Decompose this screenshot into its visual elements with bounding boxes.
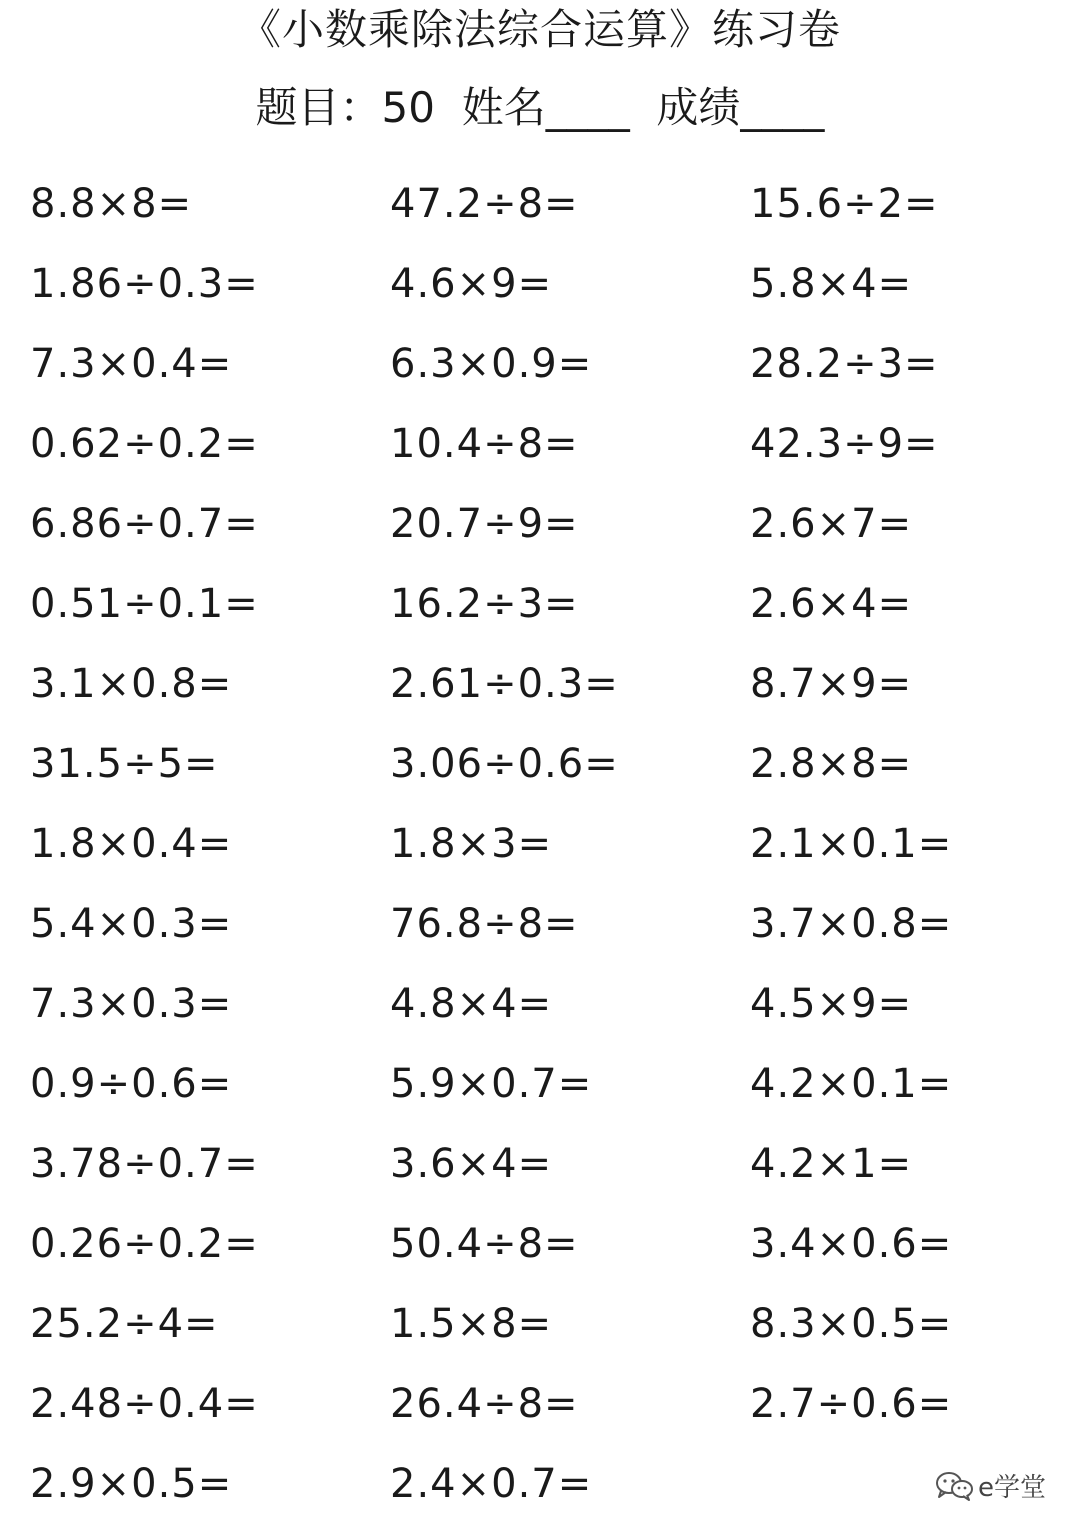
problem-item: 6.3×0.9= — [390, 341, 593, 387]
problem-item: 47.2÷8= — [390, 181, 579, 227]
problem-item: 50.4÷8= — [390, 1221, 579, 1267]
problem-item: 4.5×9= — [750, 981, 913, 1027]
problem-item: 7.3×0.4= — [30, 341, 233, 387]
problem-item: 8.7×9= — [750, 661, 913, 707]
problem-item: 5.8×4= — [750, 261, 913, 307]
problem-item: 2.6×4= — [750, 581, 913, 627]
problem-item: 3.7×0.8= — [750, 901, 953, 947]
problem-item: 3.1×0.8= — [30, 661, 233, 707]
problem-item: 2.48÷0.4= — [30, 1381, 259, 1427]
problem-item: 2.6×7= — [750, 501, 913, 547]
problem-grid — [30, 164, 1070, 1524]
name-field: 姓名____ — [461, 83, 630, 132]
problem-item: 16.2÷3= — [390, 581, 579, 627]
problem-item: 76.8÷8= — [390, 901, 579, 947]
worksheet-title: 《小数乘除法综合运算》练习卷 — [238, 5, 841, 54]
problem-item: 7.3×0.3= — [30, 981, 233, 1027]
problem-item: 26.4÷8= — [390, 1381, 579, 1427]
problem-item: 0.62÷0.2= — [30, 421, 259, 467]
problem-item: 1.5×8= — [390, 1301, 553, 1347]
problem-item: 2.4×0.7= — [390, 1461, 593, 1507]
watermark-text: e学堂 — [978, 1473, 1046, 1503]
problem-item: 1.8×0.4= — [30, 821, 233, 867]
watermark — [934, 1467, 1046, 1504]
problem-item: 4.6×9= — [390, 261, 553, 307]
problem-item: 20.7÷9= — [390, 501, 579, 547]
worksheet-header-info — [0, 80, 1080, 136]
question-count: 题目：50 — [255, 83, 435, 132]
problem-item: 3.78÷0.7= — [30, 1141, 259, 1187]
problem-item: 2.61÷0.3= — [390, 661, 619, 707]
problem-item: 4.2×1= — [750, 1141, 913, 1187]
problem-item: 2.1×0.1= — [750, 821, 953, 867]
problem-item: 2.8×8= — [750, 741, 913, 787]
problem-item: 31.5÷5= — [30, 741, 219, 787]
problem-item: 4.2×0.1= — [750, 1061, 953, 1107]
problem-item: 28.2÷3= — [750, 341, 939, 387]
problem-item: 25.2÷4= — [30, 1301, 219, 1347]
problem-item: 4.8×4= — [390, 981, 553, 1027]
problem-item: 3.06÷0.6= — [390, 741, 619, 787]
problem-item: 0.51÷0.1= — [30, 581, 259, 627]
problem-item: 0.26÷0.2= — [30, 1221, 259, 1267]
problem-item: 15.6÷2= — [750, 181, 939, 227]
problem-item: 8.3×0.5= — [750, 1301, 953, 1347]
wechat-icon — [934, 1471, 974, 1501]
problem-item: 3.6×4= — [390, 1141, 553, 1187]
problem-item: 1.86÷0.3= — [30, 261, 259, 307]
problem-item: 8.8×8= — [30, 181, 193, 227]
problem-item: 42.3÷9= — [750, 421, 939, 467]
problem-item: 0.9÷0.6= — [30, 1061, 233, 1107]
problem-item: 3.4×0.6= — [750, 1221, 953, 1267]
problem-item: 5.4×0.3= — [30, 901, 233, 947]
problem-item: 10.4÷8= — [390, 421, 579, 467]
problem-item: 2.9×0.5= — [30, 1461, 233, 1507]
problem-item: 1.8×3= — [390, 821, 553, 867]
problem-item: 5.9×0.7= — [390, 1061, 593, 1107]
score-field: 成绩____ — [656, 83, 825, 132]
problem-item: 2.7÷0.6= — [750, 1381, 953, 1427]
problem-item: 6.86÷0.7= — [30, 501, 259, 547]
